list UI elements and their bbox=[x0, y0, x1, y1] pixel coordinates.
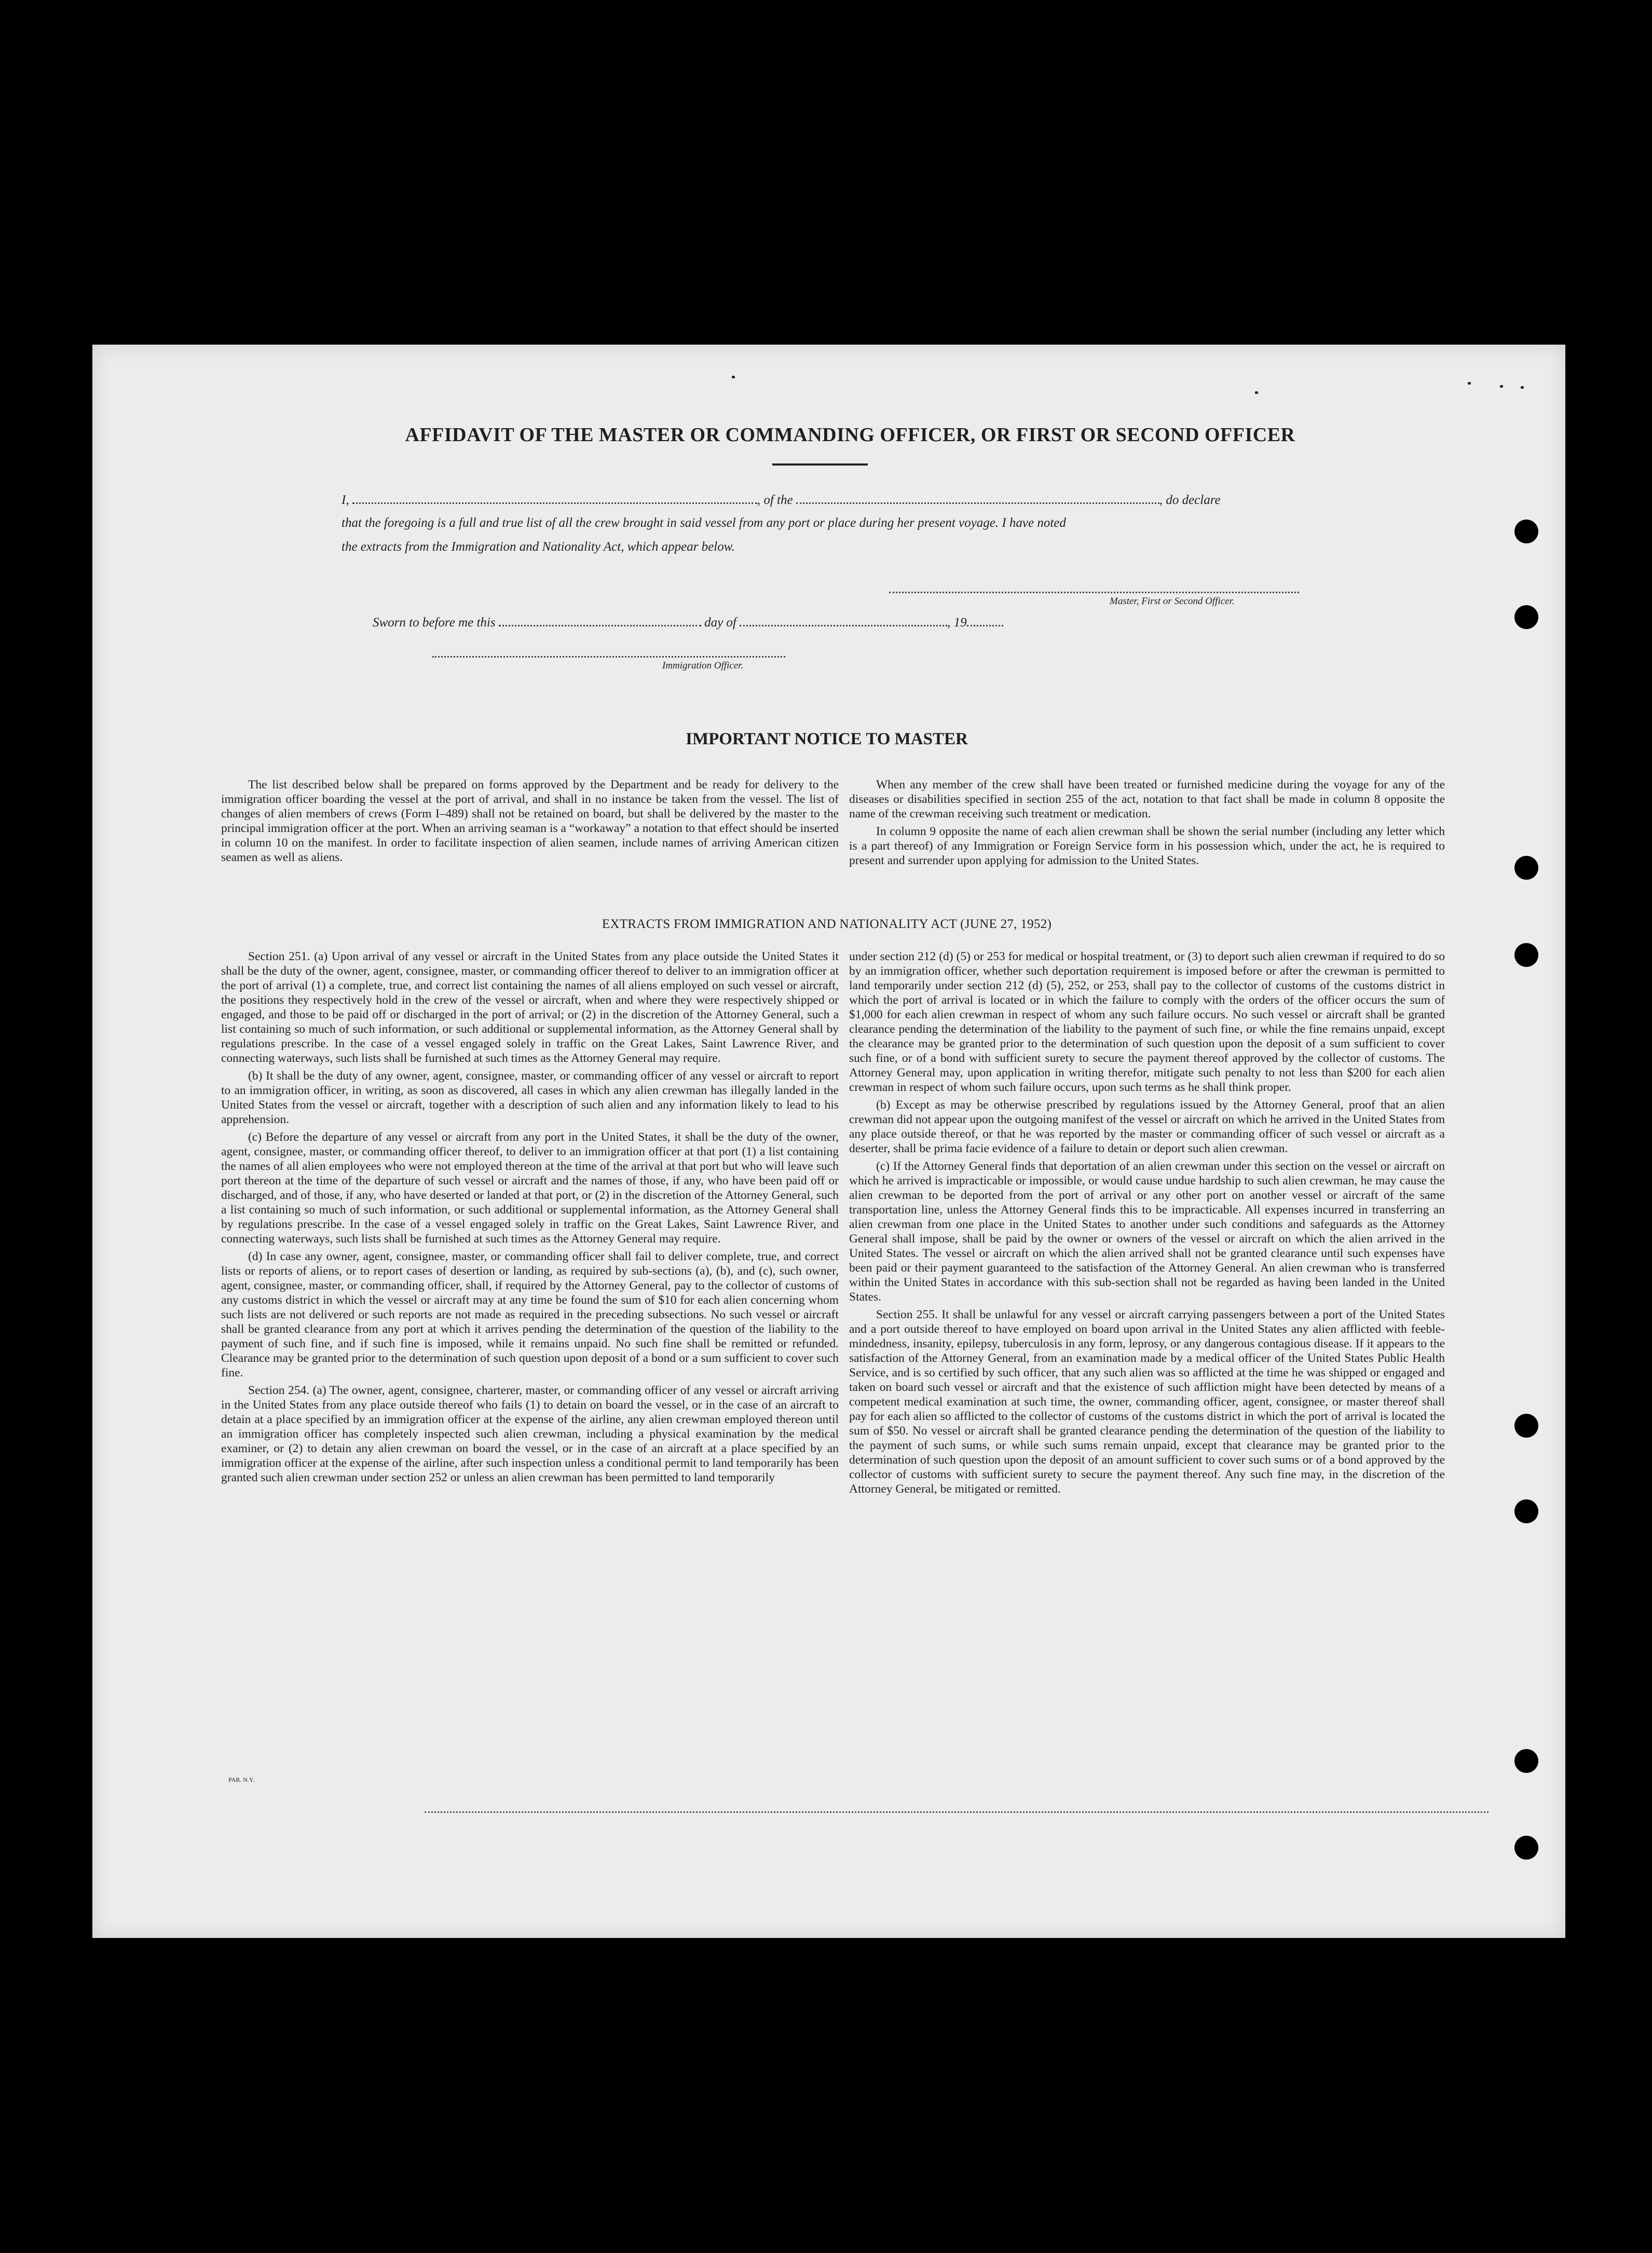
punch-hole bbox=[1514, 1749, 1538, 1773]
extracts-right-column bbox=[849, 949, 1445, 1769]
document-page bbox=[92, 345, 1565, 1938]
extracts-title: EXTRACTS FROM IMMIGRATION AND NATIONALITY ACT (JUNE 27, 1952) bbox=[602, 917, 1052, 931]
immigration-officer-signature-line[interactable] bbox=[432, 656, 785, 658]
sworn-year-field[interactable] bbox=[967, 615, 1003, 626]
section-254b-paragraph: (b) Except as may be otherwise prescribed by regulations issued by the Attorney General, proof that an alien crewman did not appear upon the outgoing manifest of the vessel or aircraft on which he arrived in the United States from any place outside thereof, or that he was reported by the master or commanding officer of such vessel or aircraft as a deserter, shall be prima facie evidence of a failure to detain or deport such alien crewman. bbox=[849, 1098, 1445, 1155]
bottom-rule bbox=[425, 1811, 1489, 1813]
declaration-line-2: that the foregoing is a full and true list of all the crew brought in said vessel from any port or place during her present voyage. I have noted bbox=[342, 516, 1066, 530]
punch-hole bbox=[1514, 1499, 1538, 1523]
master-signature-line[interactable] bbox=[889, 592, 1299, 593]
affidavit-title: AFFIDAVIT OF THE MASTER OR COMMANDING OFFICER, OR FIRST OR SECOND OFFICER bbox=[405, 424, 1295, 446]
master-signature-caption: Master, First or Second Officer. bbox=[1110, 596, 1235, 607]
sworn-line bbox=[373, 615, 1333, 630]
notice-right-column bbox=[849, 777, 1445, 918]
section-254a-paragraph: Section 254. (a) The owner, agent, consignee, charterer, master, or commanding officer of any vessel or aircraft arriving in the United States from any place outside thereof who fails (1) to detain on board the vessel, or in the case of an aircraft to detain at a place specified by an immigration officer at the expense of the airline, any alien crewman employed thereon until an immigration officer has completely inspected such alien crewman, including a physical examination by the medical examiner, or (2) to detain any alien crewman on board the vessel, or in the case of an aircraft at a place specified by an immigration officer at the expense of the airline, after such inspection unless a conditional permit to land temporarily has been granted such alien crewman under section 252 or unless an alien crewman has been permitted to land temporarily bbox=[221, 1384, 839, 1484]
scan-speck bbox=[1255, 391, 1258, 394]
title-rule bbox=[772, 463, 868, 466]
declarant-prefix: I, bbox=[342, 493, 349, 507]
notice-paragraph: In column 9 opposite the name of each alien crewman shall be shown the serial number (including any letter which is a part thereof) of any Immigration or Foreign Service form in his possession which, under the act, he is required to present and surrender upon applying for admission to the United States. bbox=[849, 825, 1445, 867]
extracts-left-column bbox=[221, 949, 839, 1769]
section-251c-paragraph: (c) Before the departure of any vessel or aircraft from any port in the United States, it shall be the duty of the owner, agent, consignee, master, or commanding officer thereof, to deliver to an immigration officer at that port (1) a list containing the names of all alien employees who were not employed thereon at the time of the arrival at that port but who will leave such port thereon at the time of the departure of such vessel or aircraft and the names of those, if any, who have been paid off or discharged, and of those, if any, who have deserted or landed at that port, or (2) in the discretion of the Attorney General, such a list containing so much of such information, or such additional or supplemental information, as the Attorney General shall by regulations prescribe. In the case of a vessel engaged solely in traffic on the Great Lakes, Saint Lawrence River, and connecting waterways, such lists shall be furnished at such times as the Attorney General may require. bbox=[221, 1130, 839, 1246]
vessel-prefix: , of the bbox=[757, 493, 793, 507]
scan-speck bbox=[732, 376, 735, 378]
scan-speck bbox=[1468, 382, 1471, 385]
declare-suffix: , do declare bbox=[1159, 493, 1221, 507]
immigration-officer-caption: Immigration Officer. bbox=[662, 660, 744, 671]
punch-hole bbox=[1514, 1836, 1538, 1860]
declarant-name-field[interactable] bbox=[352, 492, 757, 504]
declaration-line-3: the extracts from the Immigration and Nationality Act, which appear below. bbox=[342, 540, 735, 554]
section-254c-paragraph: (c) If the Attorney General finds that deportation of an alien crewman under this section on the vessel or aircraft on which he arrived is impracticable or impossible, or would cause undue hardship to such alien crewman, he may cause the alien crewman to be deported from the port of arrival or any other port on another vessel or aircraft of the same transportation line, unless the Attorney General finds this to be impracticable. All expenses incurred in transferring an alien crewman from one place in the United States to another under such conditions and safeguards as the Attorney General shall impose, shall be paid by the owner or owners of the vessel or aircraft on which the alien arrived in the United States. The vessel or aircraft on which the alien arrived shall not be granted clearance until such expenses have been paid or their payment guaranteed to the satisfaction of the Attorney General. An alien crewman who is transferred within the United States in accordance with this sub-section shall not be regarded as having been landed in the United States. bbox=[849, 1159, 1445, 1304]
day-of-label: day of bbox=[704, 616, 736, 630]
declaration-line-1 bbox=[342, 492, 1302, 508]
notice-paragraph: The list described below shall be prepared on forms approved by the Department and be ready for delivery to the immigration officer boarding the vessel at the port of arrival, and shall in no instance be taken from the vessel. The list of changes of alien members of crews (Form I–489) shall not be retained on board, but shall be delivered by the master to the principal immigration officer at the port. When an arriving seaman is a “workaway” a notation to that effect should be inserted in column 10 on the manifest. In order to facilitate inspection of alien seamen, include names of arriving American citizen seamen as well as aliens. bbox=[221, 778, 839, 864]
notice-paragraph: When any member of the crew shall have been treated or furnished medicine during the voyage for any of the diseases or disabilities specified in section 255 of the act, notation to that fact shall be made in column 8 opposite the name of the crewman receiving such treatment or medication. bbox=[849, 778, 1445, 821]
sworn-month-field[interactable] bbox=[740, 615, 947, 626]
section-255-paragraph: Section 255. It shall be unlawful for any vessel or aircraft carrying passengers between a port of the United States and a port outside thereof to have employed on board upon arrival in the United States any alien afflicted with feeble-mindedness, insanity, epilepsy, tuberculosis in any form, leprosy, or any dangerous contagious disease. If it appears to the satisfaction of the Attorney General, from an examination made by a medical officer of the United States Public Health Service, and is so certified by such officer, that any such alien was so afflicted at the time he was shipped or engaged and taken on board such vessel or aircraft and that the existence of such affliction might have been detected by means of a competent medical examination at such time, the owner, commanding officer, agent, consignee, or master thereof shall pay for each alien so afflicted to the collector of customs of the customs district in which the port of arrival is located the sum of $50. No vessel or aircraft shall be granted clearance pending the determination of the question of the liability to the payment of such sums, or while such sums remain unpaid, except that clearance may be granted prior to the determination of such question upon the deposit of an amount sufficient to cover such sums or of a bond approved by the collector of customs with sufficient surety to secure the payment thereof. Any such fine may, in the discretion of the Attorney General, be mitigated or remitted. bbox=[849, 1308, 1445, 1496]
punch-hole bbox=[1514, 943, 1538, 967]
printer-imprint: PAR. N.Y. bbox=[228, 1776, 255, 1783]
sworn-day-field[interactable] bbox=[499, 615, 701, 626]
punch-hole bbox=[1514, 1414, 1538, 1438]
punch-hole bbox=[1514, 605, 1538, 629]
section-251a-paragraph: Section 251. (a) Upon arrival of any vessel or aircraft in the United States from any place outside the United States it shall be the duty of the owner, agent, consignee, master, or commanding officer thereof to deliver to an immigration officer at the port of arrival (1) a complete, true, and correct list containing the names of all aliens employed on such vessel or aircraft, the positions they respectively hold in the crew of the vessel or aircraft, when and where they were respectively shipped or engaged, and those to be paid off or discharged in the port of arrival; or (2) in the discretion of the Attorney General, such a list containing so much of such information, or such additional or supplemental information, as the Attorney General shall by regulations prescribe. In the case of a vessel engaged solely in traffic on the Great Lakes, Saint Lawrence River, and connecting waterways, such lists shall be furnished at such times as the Attorney General may require. bbox=[221, 950, 839, 1065]
notice-left-column bbox=[221, 777, 839, 907]
punch-hole bbox=[1514, 856, 1538, 880]
section-254a-continued-paragraph: under section 212 (d) (5) or 253 for medical or hospital treatment, or (3) to deport such alien crewman if required to do so by an immigration officer, whether such deportation requirement is imposed before or after the crewman is permitted to land temporarily under section 212 (d) (5), 252, or 253, shall pay to the collector of customs of the customs district in which the port of arrival is located or in which the failure to comply with the orders of the officer occurs the sum of $1,000 for each alien crewman in respect of whom any such failure occurs. No such vessel or aircraft shall be granted clearance pending the determination of the liability to the payment of such fine, or while the fine remains unpaid, except the clearance may be granted prior to the determination of such question upon the deposit of a sum sufficient to cover such fine, or of a bond with sufficient surety to secure the payment thereof approved by the collector of customs. The Attorney General may, upon application in writing therefor, mitigate such penalty to not less than $200 for each alien crewman in respect of whom such failure occurs, upon such terms as he shall think proper. bbox=[849, 950, 1445, 1094]
punch-hole bbox=[1514, 520, 1538, 543]
section-251b-paragraph: (b) It shall be the duty of any owner, agent, consignee, master, or commanding officer of any vessel or aircraft to report to an immigration officer, in writing, as soon as discovered, all cases in which any alien crewman has illegally landed in the United States from the vessel or aircraft, together with a description of such alien and any information likely to lead to his apprehension. bbox=[221, 1069, 839, 1126]
scan-speck bbox=[1521, 386, 1524, 389]
year-prefix: , 19 bbox=[947, 616, 967, 630]
scan-speck bbox=[1500, 385, 1503, 388]
notice-title: IMPORTANT NOTICE TO MASTER bbox=[686, 730, 968, 748]
vessel-name-field[interactable] bbox=[796, 492, 1159, 504]
section-251d-paragraph: (d) In case any owner, agent, consignee, master, or commanding officer shall fail to deliver complete, true, and correct lists or reports of aliens, or to report cases of desertion or landing, as required by sub-sections (a), (b), and (c), such owner, agent, consignee, master, or commanding officer, shall, if required by the Attorney General, pay to the collector of customs of any customs district in which the vessel or aircraft may at any time be found the sum of $10 for each alien concerning whom such lists are not delivered or such reports are not made as required in the preceding subsections. No such vessel or aircraft shall be granted clearance from any port at which it arrives pending the determination of the question of the liability to the payment of such fine, and if such fine is imposed, while it remains unpaid. No such fine shall be remitted or refunded. Clearance may be granted prior to the determination of such question upon deposit of a bond or a sum sufficient to cover such fine. bbox=[221, 1250, 839, 1380]
sworn-prefix: Sworn to before me this bbox=[373, 616, 496, 630]
